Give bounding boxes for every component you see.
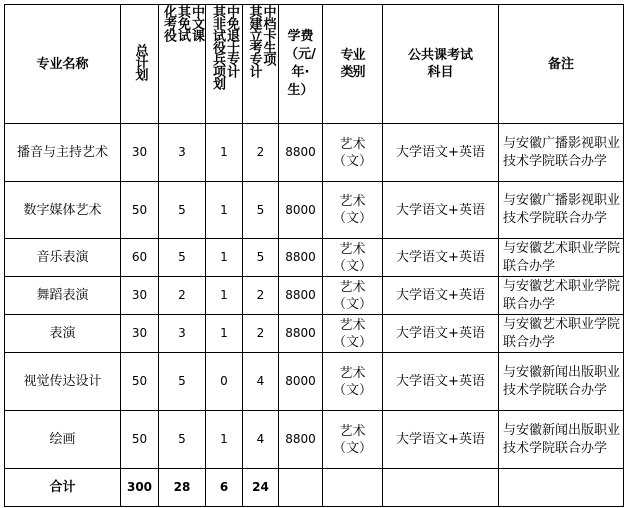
cell-fee: 8800 bbox=[279, 239, 323, 277]
cell-retired: 2 bbox=[159, 277, 206, 315]
header-total-plan: 总计划 bbox=[121, 5, 159, 124]
cell-retired: 5 bbox=[159, 182, 206, 239]
cell-total: 50 bbox=[121, 182, 159, 239]
table-row bbox=[5, 239, 624, 277]
cell-archive: 2 bbox=[243, 315, 279, 353]
cell-retired: 5 bbox=[159, 353, 206, 411]
cell-total-retired: 28 bbox=[159, 469, 206, 507]
header-remarks: 备注 bbox=[499, 5, 624, 124]
cell-note: 与安徽艺术职业学院联合办学 bbox=[499, 277, 624, 315]
cell-fee: 8800 bbox=[279, 315, 323, 353]
table-row bbox=[5, 411, 624, 469]
cell-retired: 3 bbox=[159, 315, 206, 353]
enrollment-plan-table bbox=[4, 4, 624, 507]
cell-major: 绘画 bbox=[5, 411, 121, 469]
cell-total: 30 bbox=[121, 277, 159, 315]
cell-major: 视觉传达设计 bbox=[5, 353, 121, 411]
cell-course: 大学语文+英语 bbox=[383, 124, 499, 182]
header-row bbox=[5, 5, 624, 124]
cell-category: 艺术（文） bbox=[323, 239, 383, 277]
cell-non-exam: 0 bbox=[206, 353, 243, 411]
cell-total-non-exam: 6 bbox=[206, 469, 243, 507]
cell-total: 60 bbox=[121, 239, 159, 277]
cell-non-exam: 1 bbox=[206, 411, 243, 469]
header-retired-soldier: 中文课 其免试 化考役 bbox=[159, 5, 206, 124]
header-tuition: 学费（元/年·生） bbox=[279, 5, 323, 124]
cell-empty bbox=[383, 469, 499, 507]
table-row bbox=[5, 182, 624, 239]
table-row bbox=[5, 124, 624, 182]
cell-non-exam: 1 bbox=[206, 315, 243, 353]
cell-fee: 8800 bbox=[279, 277, 323, 315]
cell-total: 30 bbox=[121, 124, 159, 182]
cell-major: 表演 bbox=[5, 315, 121, 353]
cell-course: 大学语文+英语 bbox=[383, 277, 499, 315]
cell-archive: 4 bbox=[243, 411, 279, 469]
cell-total-archive: 24 bbox=[243, 469, 279, 507]
cell-note: 与安徽新闻出版职业技术学院联合办学 bbox=[499, 353, 624, 411]
cell-non-exam: 1 bbox=[206, 182, 243, 239]
cell-fee: 8800 bbox=[279, 411, 323, 469]
cell-major: 舞蹈表演 bbox=[5, 277, 121, 315]
cell-retired: 5 bbox=[159, 411, 206, 469]
cell-course: 大学语文+英语 bbox=[383, 239, 499, 277]
cell-category: 艺术（文） bbox=[323, 182, 383, 239]
cell-total: 50 bbox=[121, 411, 159, 469]
cell-note: 与安徽新闻出版职业技术学院联合办学 bbox=[499, 411, 624, 469]
cell-category: 艺术（文） bbox=[323, 277, 383, 315]
cell-course: 大学语文+英语 bbox=[383, 411, 499, 469]
header-non-exam-free: 中免退士专计 其非试役兵项划 bbox=[206, 5, 243, 124]
table-row bbox=[5, 277, 624, 315]
cell-note: 与安徽艺术职业学院联合办学 bbox=[499, 239, 624, 277]
cell-category: 艺术（文） bbox=[323, 124, 383, 182]
cell-course: 大学语文+英语 bbox=[383, 353, 499, 411]
cell-note: 与安徽广播影视职业技术学院联合办学 bbox=[499, 182, 624, 239]
cell-archive: 4 bbox=[243, 353, 279, 411]
cell-retired: 5 bbox=[159, 239, 206, 277]
cell-category: 艺术（文） bbox=[323, 353, 383, 411]
table-row bbox=[5, 353, 624, 411]
cell-total: 50 bbox=[121, 353, 159, 411]
cell-non-exam: 1 bbox=[206, 239, 243, 277]
cell-fee: 8000 bbox=[279, 353, 323, 411]
cell-empty bbox=[279, 469, 323, 507]
header-category: 专业类别 bbox=[323, 5, 383, 124]
table-row bbox=[5, 315, 624, 353]
cell-empty bbox=[499, 469, 624, 507]
cell-retired: 3 bbox=[159, 124, 206, 182]
cell-empty bbox=[323, 469, 383, 507]
cell-archive: 2 bbox=[243, 277, 279, 315]
cell-fee: 8800 bbox=[279, 124, 323, 182]
header-archive-card: 中档卡生项 其建立考专计 bbox=[243, 5, 279, 124]
cell-note: 与安徽艺术职业学院联合办学 bbox=[499, 315, 624, 353]
header-major: 专业名称 bbox=[5, 5, 121, 124]
cell-category: 艺术（文） bbox=[323, 315, 383, 353]
cell-archive: 5 bbox=[243, 239, 279, 277]
cell-course: 大学语文+英语 bbox=[383, 182, 499, 239]
cell-category: 艺术（文） bbox=[323, 411, 383, 469]
cell-course: 大学语文+英语 bbox=[383, 315, 499, 353]
cell-archive: 5 bbox=[243, 182, 279, 239]
header-public-course: 公共课考试科目 bbox=[383, 5, 499, 124]
cell-note: 与安徽广播影视职业技术学院联合办学 bbox=[499, 124, 624, 182]
cell-major: 播音与主持艺术 bbox=[5, 124, 121, 182]
cell-major: 音乐表演 bbox=[5, 239, 121, 277]
cell-major: 数字媒体艺术 bbox=[5, 182, 121, 239]
total-row bbox=[5, 469, 624, 507]
cell-total: 30 bbox=[121, 315, 159, 353]
cell-non-exam: 1 bbox=[206, 277, 243, 315]
cell-archive: 2 bbox=[243, 124, 279, 182]
cell-non-exam: 1 bbox=[206, 124, 243, 182]
cell-total-label: 合计 bbox=[5, 469, 121, 507]
cell-fee: 8000 bbox=[279, 182, 323, 239]
cell-total-sum: 300 bbox=[121, 469, 159, 507]
